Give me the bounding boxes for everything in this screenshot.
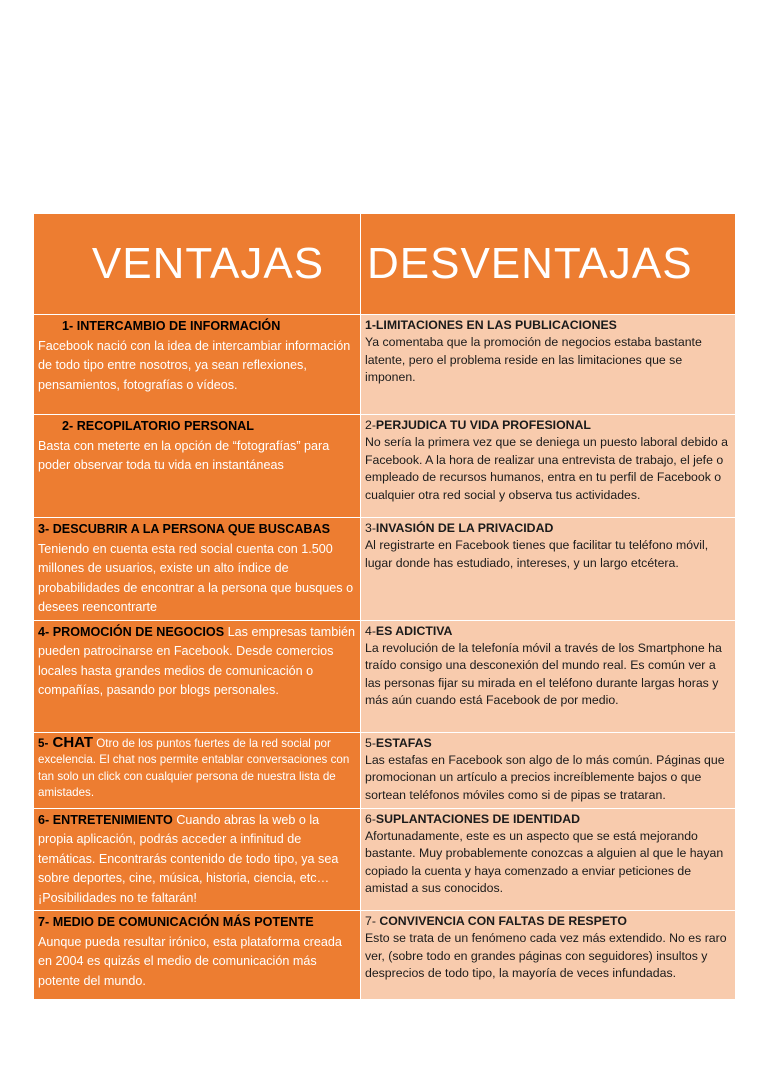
disadvantage-text: Afortunadamente, este es un aspecto que se está mejorando bastante. Muy probablemente conozcas a alguien al que le hayan copiado la cuenta y haya comenzado a enviar peticiones de amistad a sus conocidos. — [364, 828, 724, 896]
header-row — [34, 214, 736, 315]
advantage-title: MEDIO DE COMUNICACIÓN MÁS POTENTE — [49, 915, 314, 929]
disadvantage-title: 1-LIMITACIONES EN LAS PUBLICACIONES — [364, 318, 617, 332]
disadvantage-text: Ya comentaba que la promoción de negocios estaba bastante latente, pero el problema reside en las limitaciones que se imponen. — [364, 335, 702, 385]
header-desventajas: DESVENTAJAS — [360, 214, 735, 315]
advantage-cell — [34, 620, 361, 732]
advantage-cell — [34, 518, 361, 621]
disadvantage-title: SUPLANTACIONES DE IDENTIDAD — [375, 811, 580, 826]
disadvantage-title: INVASIÓN DE LA PRIVACIDAD — [375, 521, 554, 535]
table-row — [34, 911, 736, 1000]
disadvantage-number: 2- — [364, 418, 376, 432]
table-row — [34, 732, 736, 808]
advantage-title: CHAT — [48, 733, 94, 751]
disadvantage-text: Las estafas en Facebook son algo de lo más común. Páginas que promocionan un artículo a precios increíblemente bajos o que sortean teléfonos móviles como si de pipas se trataran. — [364, 752, 725, 802]
disadvantage-title: ES ADICTIVA — [375, 623, 453, 638]
comparison-table — [33, 213, 736, 1000]
advantage-number: 3- — [38, 522, 50, 536]
disadvantage-cell — [360, 315, 735, 415]
disadvantage-number: 7- — [364, 914, 376, 928]
advantage-cell — [34, 732, 361, 808]
disadvantage-text: Al registrarte en Facebook tienes que facilitar tu teléfono móvil, lugar donde has estudiado, intereses, y un largo etcétera. — [364, 538, 709, 570]
disadvantage-number: 4- — [364, 623, 376, 638]
disadvantage-cell — [360, 620, 735, 732]
advantage-title: 2- RECOPILATORIO PERSONAL — [62, 419, 254, 433]
advantage-title: ENTRETENIMIENTO — [49, 812, 173, 827]
advantage-number: 5- — [38, 736, 49, 750]
advantage-title: 1- INTERCAMBIO DE INFORMACIÓN — [62, 319, 281, 333]
advantage-text: Otro de los puntos fuertes de la red social por excelencia. El chat nos permite entablar conversaciones con tan solo un click con cualquier persona de nuestra lista de amistades. — [38, 736, 350, 799]
disadvantage-cell — [360, 732, 735, 808]
disadvantage-number: 6- — [364, 811, 376, 826]
header-ventajas: VENTAJAS — [34, 214, 361, 315]
disadvantage-number: 3- — [364, 521, 376, 535]
advantage-title: PROMOCIÓN DE NEGOCIOS — [49, 624, 225, 639]
disadvantage-title: PERJUDICA TU VIDA PROFESIONAL — [375, 418, 591, 432]
table-row — [34, 415, 736, 518]
table-row — [34, 808, 736, 911]
advantage-text: Aunque pueda resultar irónico, esta plataforma creada en 2004 es quizás el medio de comunicación más potente del mundo. — [38, 934, 342, 988]
disadvantage-text: La revolución de la telefonía móvil a través de los Smartphone ha traído consigo una desconexión del mundo real. Es común ver a las personas fijar su mirada en el teléfono durante largas horas y más aún cuando está Facebook de por medio. — [364, 640, 722, 708]
disadvantage-cell — [360, 518, 735, 621]
disadvantage-text: No sería la primera vez que se deniega un puesto laboral debido a Facebook. A la hora de realizar una entrevista de trabajo, el jefe o empleado de recursos humanos, entra en tu perfil de Facebook o cualquier otra red social y observa tus actividades. — [364, 435, 728, 502]
disadvantage-cell — [360, 415, 735, 518]
advantage-cell — [34, 415, 361, 518]
advantage-cell — [34, 315, 361, 415]
advantage-text: Las empresas también pueden patrocinarse en Facebook. Desde comercios locales hasta grandes medios de comunicación o compañías, pasando por blogs personales. — [38, 624, 356, 697]
table-row — [34, 620, 736, 732]
advantage-cell — [34, 911, 361, 1000]
advantage-title: DESCUBRIR A LA PERSONA QUE BUSCABAS — [49, 522, 331, 536]
advantage-number: 4- — [38, 624, 50, 639]
advantage-text: Facebook nació con la idea de intercambiar información de todo tipo entre nosotros, ya sean reflexiones, pensamientos, fotografías o vídeos. — [38, 338, 351, 392]
disadvantage-text: Esto se trata de un fenómeno cada vez más extendido. No es raro ver, (sobre todo en grandes páginas con seguidores) insultos y desprecios de todo tipo, la mayoría de veces infundadas. — [364, 931, 727, 981]
advantage-text: Cuando abras la web o la propia aplicación, podrás acceder a infinitud de temáticas. Encontrarás contenido de todo tipo, ya sea sobre deportes, cine, música, historia, ciencia, etc… ¡Posibilidades no te faltarán! — [38, 812, 339, 905]
disadvantage-cell — [360, 808, 735, 911]
advantage-cell — [34, 808, 361, 911]
disadvantage-cell — [360, 911, 735, 1000]
advantage-text: Teniendo en cuenta esta red social cuenta con 1.500 millones de usuarios, existe un alto índice de probabilidades de encontrar a la persona que busques o desees reencontrarte — [38, 541, 354, 614]
table-row — [34, 315, 736, 415]
table-row — [34, 518, 736, 621]
advantage-number: 7- — [38, 915, 50, 929]
disadvantage-number: 5- — [364, 735, 376, 750]
disadvantage-title: ESTAFAS — [375, 735, 432, 750]
advantage-text: Basta con meterte en la opción de “fotografías” para poder observar toda tu vida en instantáneas — [38, 438, 330, 472]
advantage-number: 6- — [38, 812, 50, 827]
disadvantage-title: CONVIVENCIA CON FALTAS DE RESPETO — [375, 914, 627, 928]
